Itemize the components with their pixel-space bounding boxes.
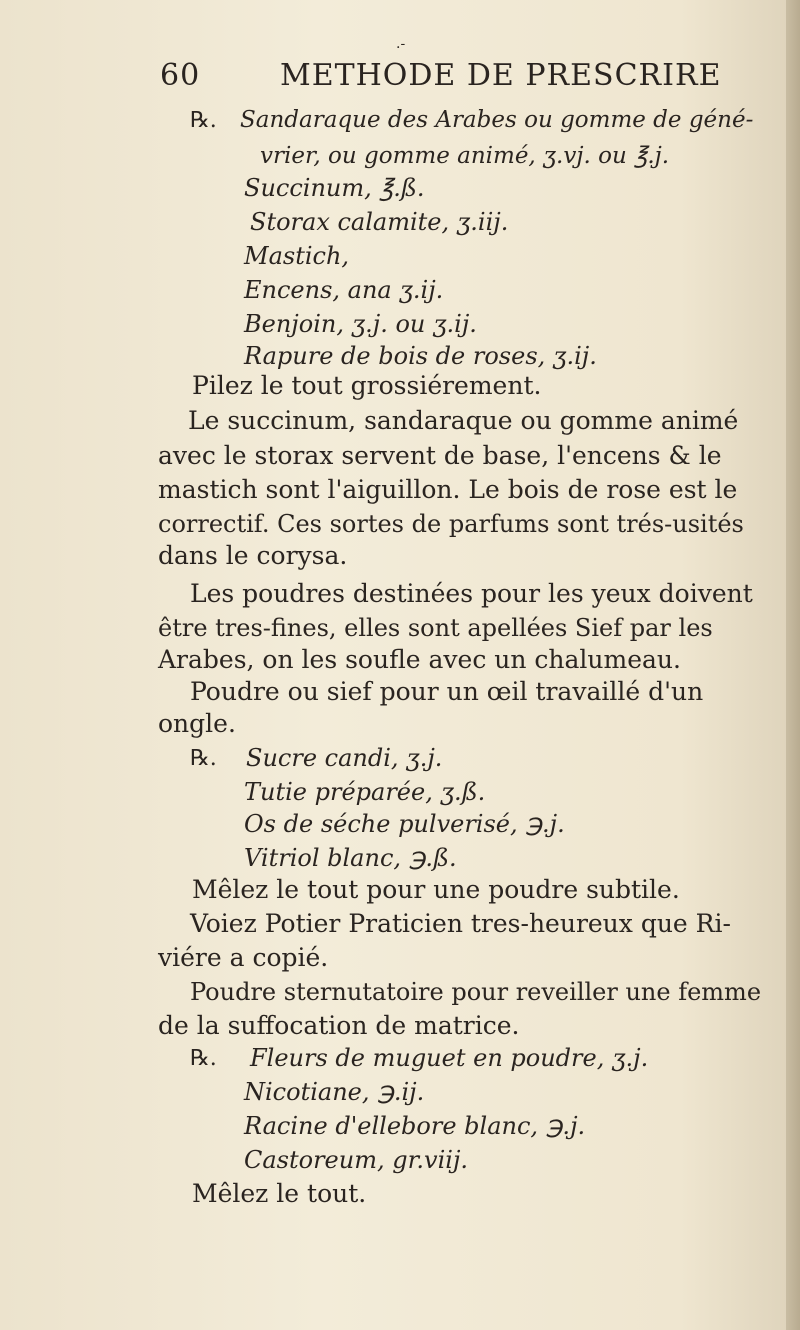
instruction-line: Pilez le tout grossiérement. — [192, 371, 542, 400]
recipe-symbol: ℞. — [190, 746, 217, 771]
recipe-line: Castoreum, gr.viij. — [244, 1146, 469, 1174]
recipe-line: Encens, ana ʒ.ij. — [244, 276, 444, 304]
recipe-line: Rapure de bois de roses, ʒ.ij. — [244, 342, 597, 370]
recipe-line: Succinum, ℥.ß. — [244, 174, 425, 202]
paragraph-line: de la suffocation de matrice. — [158, 1011, 520, 1040]
instruction-line: Mêlez le tout pour une poudre subtile. — [192, 875, 680, 904]
recipe-line: Tutie préparée, ʒ.ß. — [244, 778, 486, 806]
paragraph-line: Les poudres destinées pour les yeux doivent — [190, 579, 753, 608]
top-mark: .- — [396, 36, 406, 52]
paragraph-line: ongle. — [158, 709, 236, 738]
recipe-symbol: ℞. — [190, 108, 217, 133]
page-number: 60 — [160, 58, 201, 93]
recipe-line: Sandaraque des Arabes ou gomme de géné- — [240, 107, 754, 133]
paragraph-line: Voiez Potier Praticien tres-heureux que Ri- — [190, 909, 731, 938]
recipe-line: Racine d'ellebore blanc, ℈.j. — [244, 1112, 586, 1140]
paragraph-line: Arabes, on les soufle avec un chalumeau. — [158, 645, 681, 674]
recipe-line: Fleurs de muguet en poudre, ʒ.j. — [250, 1044, 649, 1072]
recipe-line: Os de séche pulverisé, ℈.j. — [244, 810, 565, 838]
instruction-line: Mêlez le tout. — [192, 1179, 367, 1208]
paragraph-line: avec le storax servent de base, l'encens & le — [158, 441, 722, 470]
recipe-line: Storax calamite, ʒ.iij. — [250, 208, 509, 236]
paragraph-line: Poudre sternutatoire pour reveiller une femme — [190, 978, 762, 1006]
paragraph-line: viére a copié. — [158, 943, 329, 972]
paragraph-line: Le succinum, sandaraque ou gomme animé — [188, 406, 739, 435]
running-header — [160, 58, 760, 98]
running-title: METHODE DE PRESCRIRE — [280, 58, 722, 93]
paragraph-line: Poudre ou sief pour un œil travaillé d'un — [190, 677, 704, 706]
recipe-symbol: ℞. — [190, 1046, 217, 1071]
recipe-line: Vitriol blanc, ℈.ß. — [244, 844, 457, 872]
paragraph-line: mastich sont l'aiguillon. Le bois de rose est le — [158, 475, 738, 504]
recipe-line: Benjoin, ʒ.j. ou ʒ.ij. — [244, 310, 477, 338]
paragraph-line: être tres-fines, elles sont apellées Sief par les — [158, 614, 713, 642]
recipe-line: Mastich, — [244, 242, 350, 270]
recipe-line: vrier, ou gomme animé, ʒ.vj. ou ℥.j. — [260, 143, 670, 169]
page-edge — [786, 0, 800, 1330]
paragraph-line: dans le corysa. — [158, 541, 348, 570]
paragraph-line: correctif. Ces sortes de parfums sont trés-usités — [158, 510, 744, 538]
recipe-line: Sucre candi, ʒ.j. — [246, 744, 443, 772]
recipe-line: Nicotiane, ℈.ij. — [244, 1078, 425, 1106]
